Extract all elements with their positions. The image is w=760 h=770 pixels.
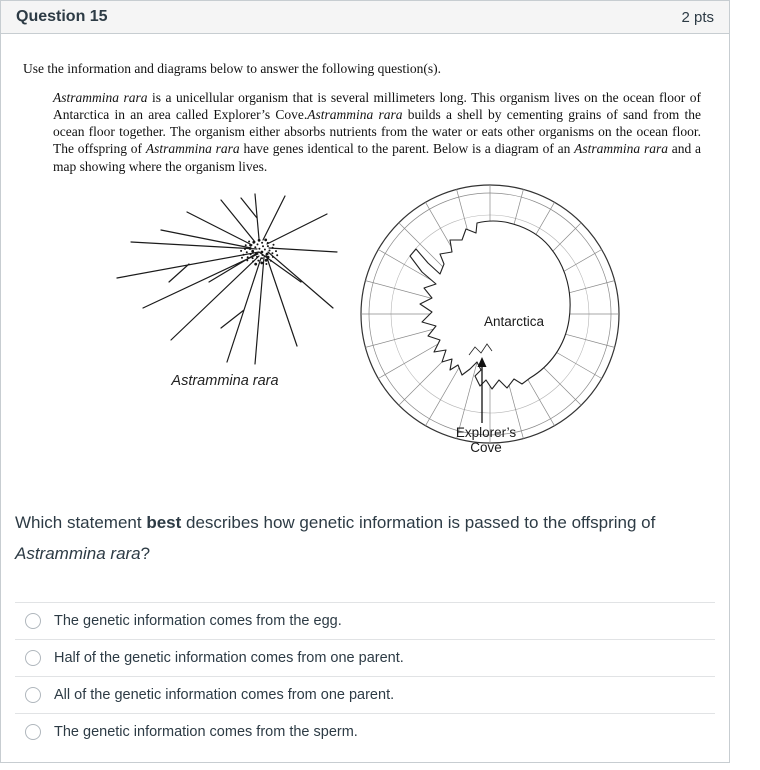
answer-option-3[interactable]	[15, 676, 715, 713]
diagram-row	[23, 183, 707, 460]
radio-button[interactable]	[25, 687, 41, 703]
question-body	[1, 34, 729, 460]
text-run: Astrammina rara	[574, 141, 668, 157]
text-run: is a unicellular organism that is several millimeters long. This organism lives on the ocean floor of Antarctica in an area called Explorer’s Cove.	[53, 89, 701, 122]
option-label: The genetic information comes from the egg.	[54, 612, 342, 629]
radio-button[interactable]	[25, 650, 41, 666]
passage-text	[53, 89, 701, 175]
text-run: ?	[140, 543, 151, 563]
map-label-cove: Cove	[470, 439, 502, 455]
answer-option-4[interactable]	[15, 713, 715, 750]
organism-figure	[109, 190, 341, 389]
map-label-antarctica: Antarctica	[483, 313, 545, 329]
organism-diagram-icon	[109, 190, 341, 366]
option-label: Half of the genetic information comes from one parent.	[54, 649, 404, 666]
answer-option-1[interactable]	[15, 602, 715, 639]
radio-button[interactable]	[25, 613, 41, 629]
text-run: Which statement	[15, 512, 147, 532]
text-run: Astrammina rara	[307, 106, 403, 122]
question-points: 2 pts	[681, 8, 714, 26]
question-text	[15, 508, 705, 570]
text-run: and a map showing where the organism lives.	[53, 141, 702, 174]
antarctica-map-icon	[359, 183, 621, 455]
text-run: have genes identical to the parent. Below is a diagram of an	[239, 141, 575, 157]
text-run: Astrammina rara	[15, 543, 141, 563]
text-run: Astrammina rara	[53, 89, 148, 105]
radio-button[interactable]	[25, 724, 41, 740]
intro-text: Use the information and diagrams below to answer the following question(s).	[23, 61, 442, 76]
text-run: best	[146, 512, 182, 532]
text-run: Astrammina rara	[145, 141, 240, 157]
option-label: The genetic information comes from the sperm.	[54, 723, 358, 740]
text-run: builds a shell by cementing grains of sand from the ocean floor together. The organism either absorbs nutrients from the water or eats other organisms on the ocean floor. The offspring of	[53, 106, 701, 157]
answer-option-2[interactable]	[15, 639, 715, 676]
option-label: All of the genetic information comes from one parent.	[54, 686, 395, 703]
question-header	[1, 1, 729, 34]
map-label-explorers: Explorer’s	[455, 424, 517, 440]
question-title: Question 15	[16, 8, 108, 25]
answer-options	[15, 602, 715, 750]
organism-label: Astrammina rara	[171, 372, 279, 389]
text-run: describes how genetic information is passed to the offspring of	[181, 512, 656, 532]
map-figure	[359, 183, 621, 460]
